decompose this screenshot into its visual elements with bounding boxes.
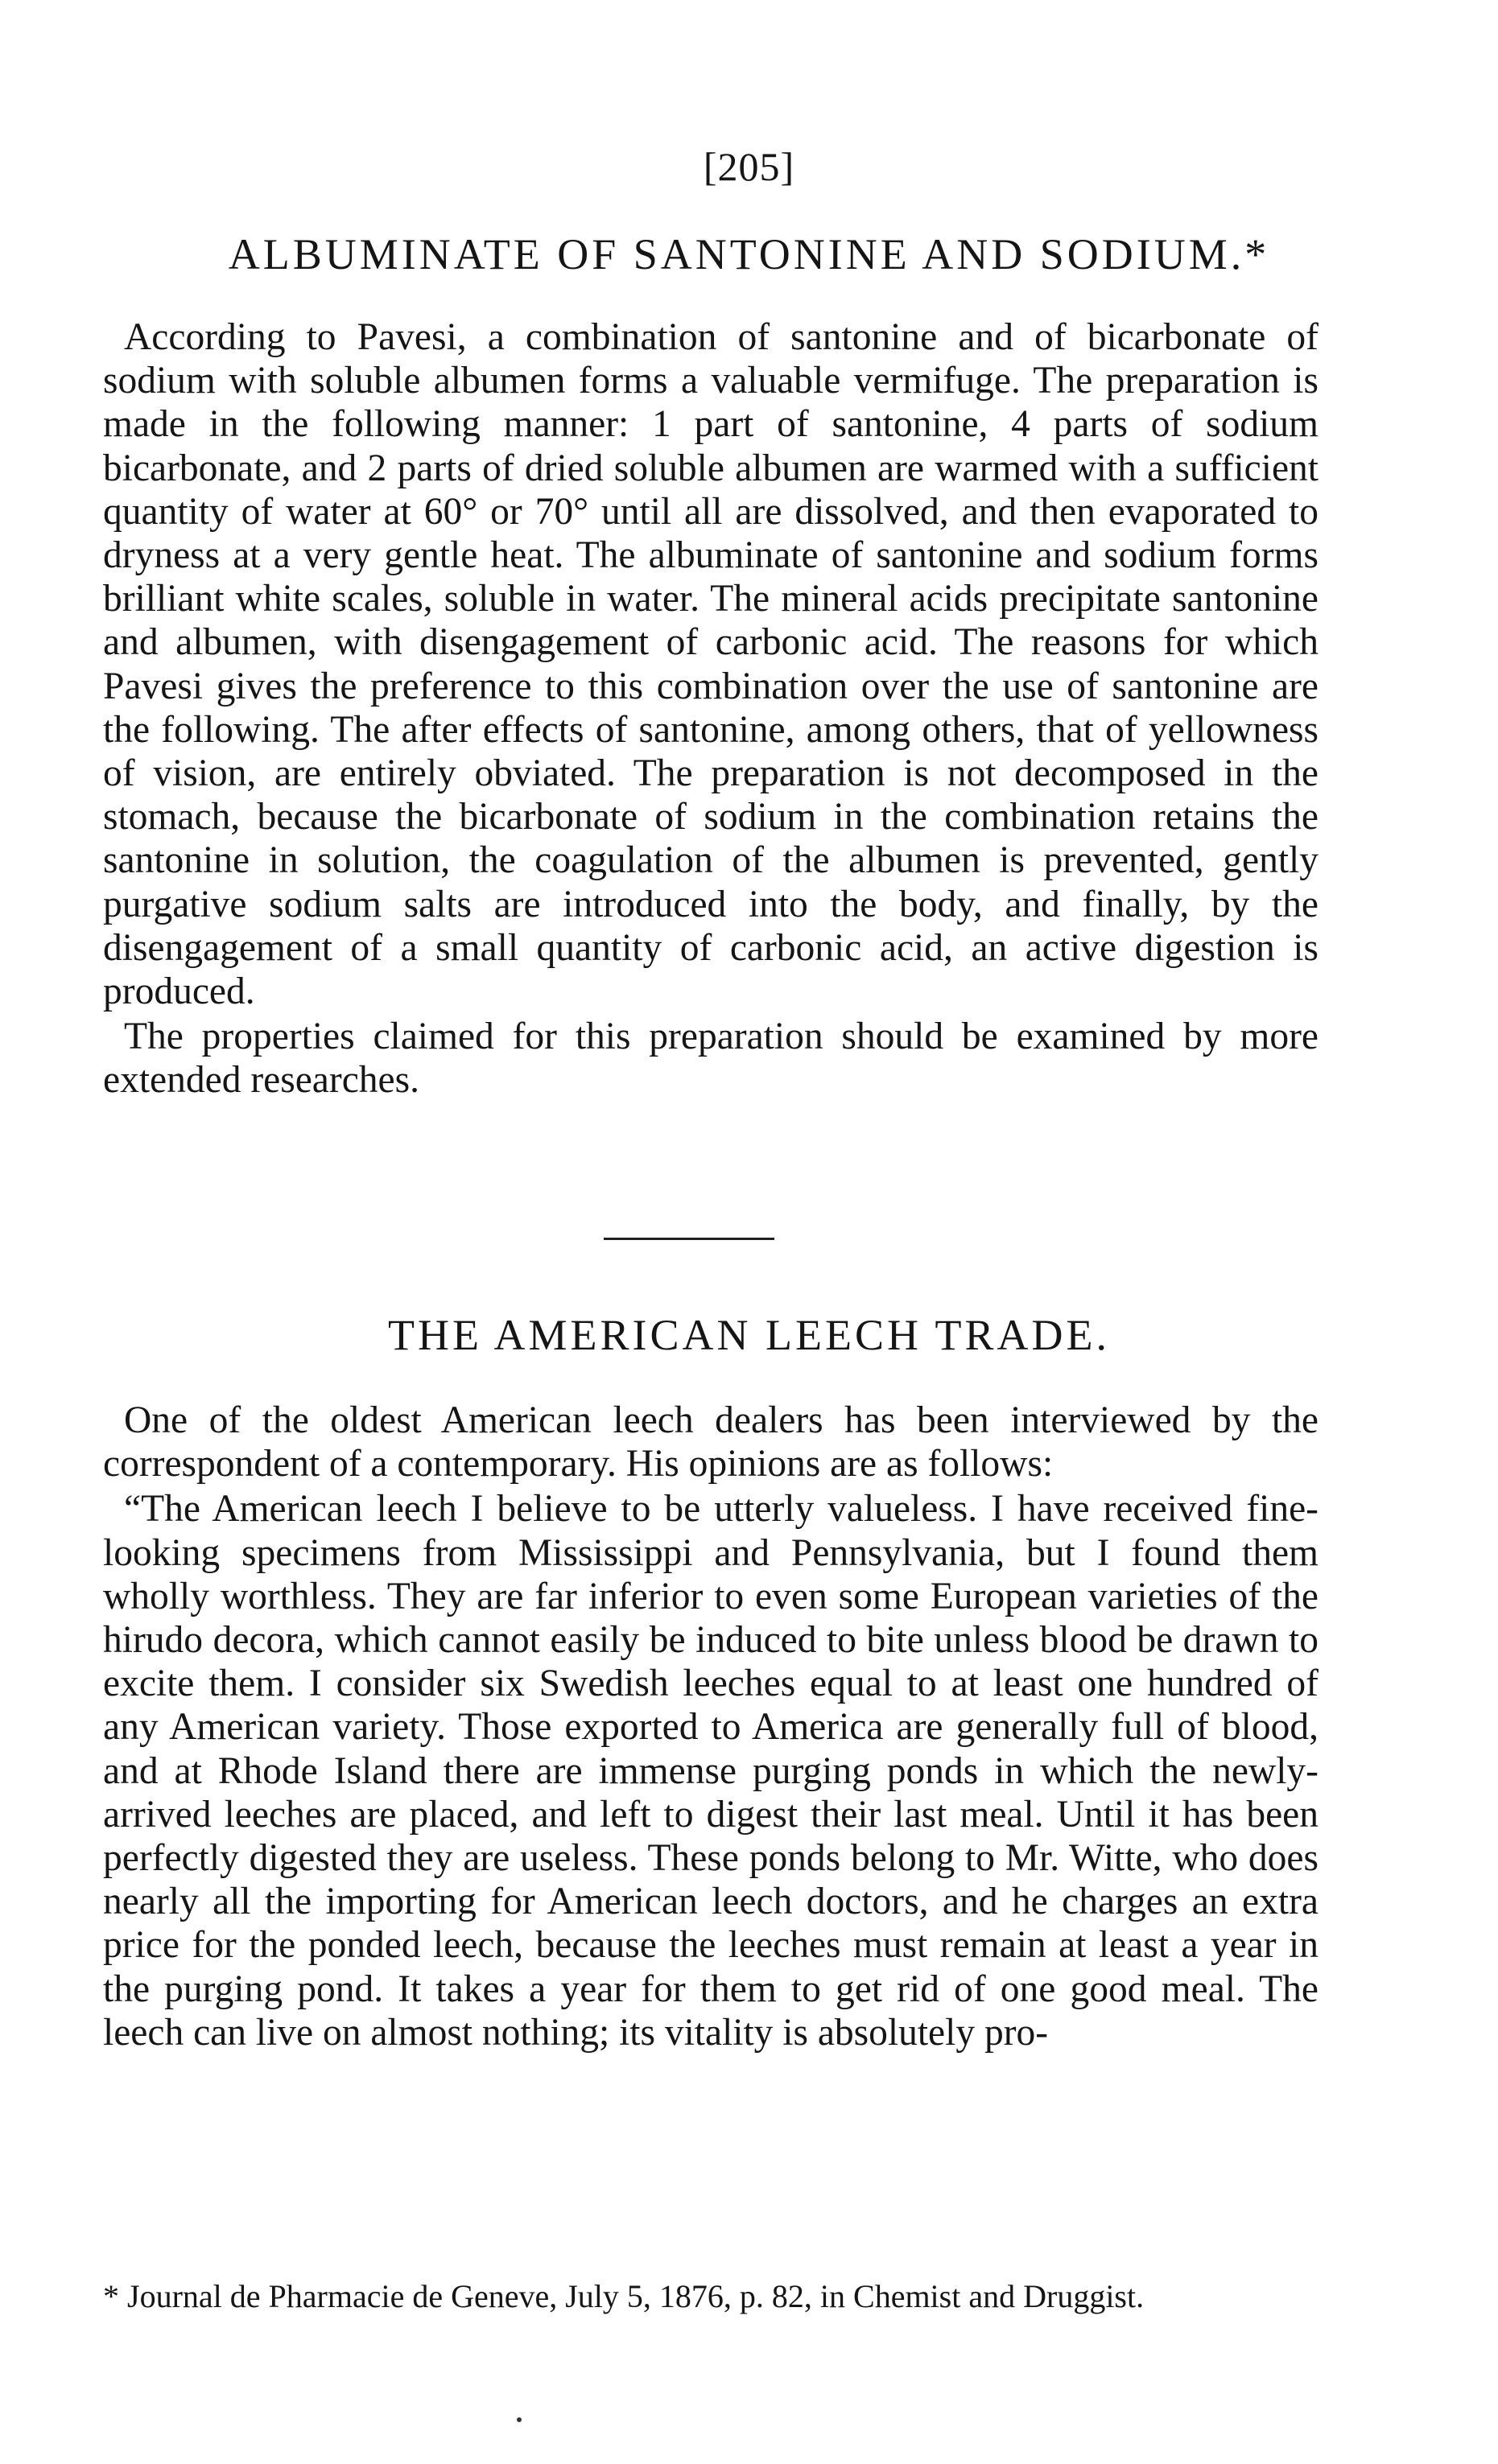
paragraph: According to Pavesi, a combination of santonine and of bicarbonate of sodium with soluble albumen forms a valuable vermifuge. The preparation is made in the following manner: 1 part of santonine, 4 parts of sodium bicarbonate, and 2 parts of dried soluble albumen are warmed with a sufficient quantity of water at 60° or 70° until all are dissolved, and then evaporated to dryness at a very gentle heat. The albuminate of santonine and sodium forms brilliant white scales, soluble in water. The mineral acids precipitate santonine and albumen, with disengagement of carbonic acid. The reasons for which Pavesi gives the preference to this combination over the use of santonine are the following. The after effects of santonine, among others, that of yellowness of vision, are entirely obviated. The preparation is not decomposed in the stomach, because the bicarbonate of sodium in the combination retains the santonine in solution, the coagulation of the albumen is prevented, gently purgative sodium salts are introduced into the body, and finally, by the disengagement of a small quantity of carbonic acid, an active digestion is produced.: [103, 316, 1318, 1013]
article-body-leech-trade: [103, 1399, 1318, 2054]
paragraph: “The American leech I believe to be utterly valueless. I have received fine-looking specimens from Mississippi and Pennsylvania, but I found them wholly worthless. They are far inferior to even some European varieties of the hirudo decora, which cannot easily be induced to bite unless blood be drawn to excite them. I consider six Swedish leeches equal to at least one hundred of any American variety. Those exported to America are generally full of blood, and at Rhode Island there are immense purging ponds in which the newly-arrived leeches are placed, and left to digest their last meal. Until it has been perfectly digested they are useless. These ponds belong to Mr. Witte, who does nearly all the importing for American leech doctors, and he charges an extra price for the ponded leech, because the leeches must remain at least a year in the purging pond. It takes a year for them to get rid of one good meal. The leech can live on almost nothing; its vitality is absolutely pro-: [103, 1488, 1318, 2054]
footnote-mark: *: [103, 2278, 119, 2314]
paragraph: The properties claimed for this preparation should be examined by more extended researches.: [103, 1016, 1318, 1102]
article-title-leech-trade: THE AMERICAN LEECH TRADE.: [388, 1311, 1110, 1359]
section-divider: [604, 1238, 774, 1240]
paragraph: One of the oldest American leech dealers has been interviewed by the correspondent of a contemporary. His opinions are as follows:: [103, 1399, 1318, 1485]
footnote: [103, 2277, 1359, 2316]
page-number: [205]: [703, 144, 795, 189]
article-body-albuminate: [103, 315, 1318, 1102]
article-title-albuminate: ALBUMINATE OF SANTONINE AND SODIUM.*: [228, 230, 1270, 278]
footnote-text: Journal de Pharmacie de Geneve, July 5, 1876, p. 82, in Chemist and Druggist.: [127, 2278, 1145, 2314]
print-speck: [517, 2417, 522, 2422]
